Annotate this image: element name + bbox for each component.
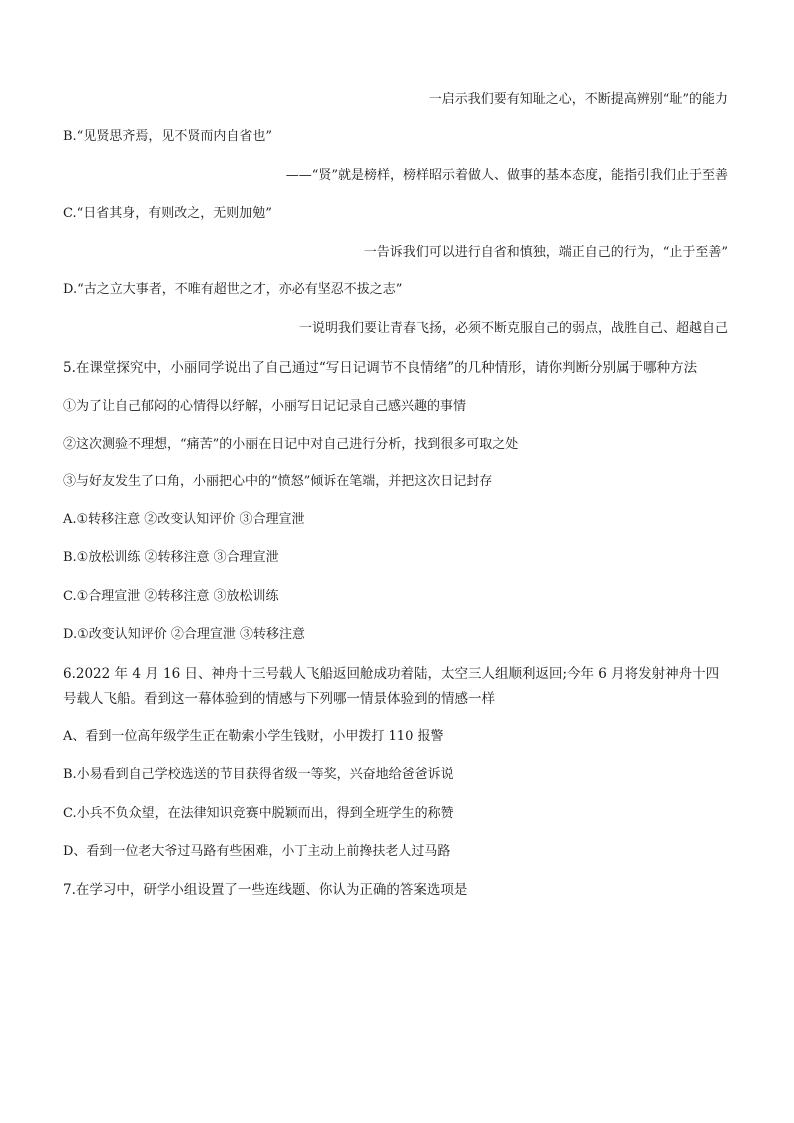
q5-stem: 5.在课堂探究中，小丽同学说出了自己通过“写日记调节不良情绪”的几种情形，请你判断分别属于哪种方法 [63,360,698,376]
q4-option-a-explanation: 一启示我们要有知耻之心，不断提高辨别“耻”的能力 [428,92,728,107]
q5-situation-3: ③与好友发生了口角，小丽把心中的“愤怒”倾诉在笔端，并把这次日记封存 [63,474,493,489]
q5-option-c: C.①合理宣泄 ②转移注意 ③放松训练 [63,589,279,604]
q4-option-b: B.“见贤思齐焉，见不贤而内自省也” [63,129,272,144]
q6-stem-line-2: 号载人飞船。看到这一幕体验到的情感与下列哪一情景体验到的情感一样 [63,691,495,707]
q4-option-c: C.“日省其身，有则改之，无则加勉” [63,206,272,221]
q5-situation-1: ①为了让自己郁闷的心情得以纾解，小丽写日记记录自己感兴趣的事情 [63,399,467,414]
q6-option-a: A、看到一位高年级学生正在勒索小学生钱财，小甲拨打 110 报警 [63,729,444,744]
q4-option-c-explanation: 一告诉我们可以进行自省和慎独，端正自己的行为，“止于至善” [363,245,728,260]
q6-stem-line-1: 6.2022 年 4 月 16 日、神舟十三号载人飞船返回舱成功着陆，太空三人组顺利返回;今年 6 月将发射神舟十四 [63,666,720,682]
q6-option-d: D、看到一位老大爷过马路有些困难，小丁主动上前搀扶老人过马路 [63,844,451,859]
q7-stem: 7.在学习中，研学小组设置了一些连线题、你认为正确的答案选项是 [63,882,468,898]
q5-option-a: A.①转移注意 ②改变认知评价 ③合理宣泄 [63,512,305,527]
q4-option-b-explanation: ——“贤”就是榜样，榜样昭示着做人、做事的基本态度，能指引我们止于至善 [285,168,728,183]
q6-option-b: B.小易看到自己学校选送的节目获得省级一等奖，兴奋地给爸爸诉说 [63,767,454,782]
q5-option-b: B.①放松训练 ②转移注意 ③合理宣泄 [63,550,279,565]
q4-option-d-explanation: 一说明我们要让青春飞扬，必须不断克服自己的弱点，战胜自己、超越自己 [298,321,728,336]
q5-situation-2: ②这次测验不理想，“痛苦”的小丽在日记中对自己进行分析，找到很多可取之处 [63,437,519,452]
q4-option-d: D.“古之立大事者，不唯有超世之才，亦必有坚忍不拔之志” [63,282,403,297]
q5-option-d: D.①改变认知评价 ②合理宣泄 ③转移注意 [63,627,306,642]
q6-option-c: C.小兵不负众望，在法律知识竞赛中脱颖而出，得到全班学生的称赞 [63,806,454,821]
